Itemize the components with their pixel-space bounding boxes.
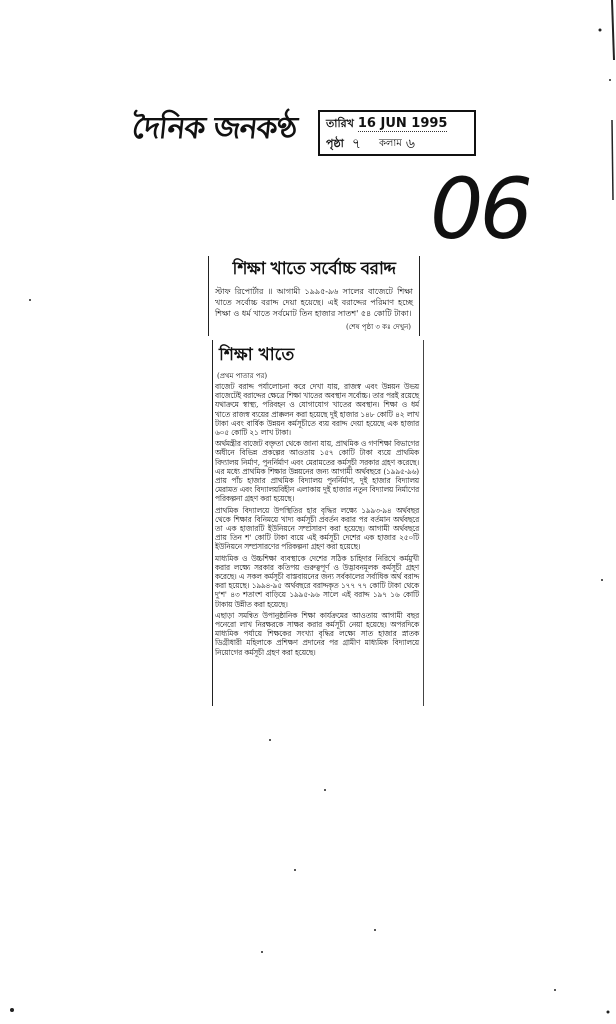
column-value: ৬ bbox=[405, 136, 415, 152]
paragraph: এছাড়া সমন্বিত উপানুষ্ঠানিক শিক্ষা কার্যক্রমের আওতায় আগামী বছর পনেরো লাখ নিরক্ষরকে সাক্ষর করার কর্মসূচী নেয়া হয়েছে। অপরদিকে মাধ্যমিক পর্যায়ে শিক্ষকের সংখ্যা বৃদ্ধির লক্ষ্যে সাত হাজার স্নাতক ডিগ্রীধারী মহিলাকে প্রশিক্ষণ প্রদানের পর গ্রামীণ মাধ্যমিক বিদ্যালয়ে নিয়োগের কর্মসূচী গ্রহণ করা হয়েছে। bbox=[215, 610, 419, 657]
paragraph: অর্থমন্ত্রীর বাজেট বক্তৃতা থেকে জানা যায়, প্রাথমিক ও গণশিক্ষা বিভাগের অধীনে বিভিন্ন প্রকল্পের আওতায় ১৫৭ কোটি টাকা ব্যয়ে প্রাথমিক বিদ্যালয় নির্মাণ, পুনর্নির্মাণ এবং মেরামতের কর্মসূচী সরকার গ্রহণ করেছে। এর মধ্যে প্রাথমিক শিক্ষার উন্নয়নের জন্য আগামী অর্থবছরে (১৯৯৫-৯৬) প্রায় পাঁচ হাজার প্রাথমিক বিদ্যালয় পুনর্নির্মাণ, দুই হাজার বিদ্যালয় মেরামত এবং বিদ্যালয়বিহীন এলাকায় দুই হাজার নতুন বিদ্যালয় নির্মাণের পরিকল্পনা গ্রহণ করা হয়েছে। bbox=[215, 439, 419, 504]
article-headline: শিক্ষা খাতে সর্বোচ্চ বরাদ্দ bbox=[232, 259, 396, 279]
continued-from-note: (প্রথম পাতার পর) bbox=[217, 372, 268, 380]
page-label: পৃষ্ঠা bbox=[326, 136, 344, 150]
page-value: ৭ bbox=[351, 136, 361, 152]
archive-date-stamp bbox=[318, 110, 476, 156]
archive-number: 06 bbox=[430, 160, 529, 258]
paragraph: প্রাথমিক বিদ্যালয়ে উপস্থিতির হার বৃদ্ধির লক্ষ্যে ১৯৯৩-৯৪ অর্থবছর থেকে শিক্ষার বিনিময়ে খাদ্য কর্মসূচী প্রবর্তন করার পর বর্তমান অর্থবছরে তা এক হাজারটি ইউনিয়নে সম্প্রসারণ করা হয়েছে। আগামী অর্থবছরে প্রায় তিন শ' কোটি টাকা ব্যয়ে এই কর্মসূচী দেশের এক হাজার ২৫০টি ইউনিয়নে সম্প্রসারণের পরিকল্পনা গ্রহণ করা হয়েছে। bbox=[215, 505, 419, 552]
continuation-note: (শেষ পৃষ্ঠা ৩ কঃ দেখুন) bbox=[345, 323, 411, 331]
paragraph: বাজেট বরাদ্দ পর্যালোচনা করে দেখা যায়, রাজস্ব এবং উন্নয়ন উভয় বাজেটেই বরাদ্দের ক্ষেত্রে শিক্ষা খাতের অবস্থান সর্বোচ্চ। তার পরই রয়েছে যথাক্রমে স্বাস্থ্য, পরিবহন ও যোগাযোগ খাতের অবস্থান। শিক্ষা ও ধর্ম খাতে রাজস্ব ব্যয়ের প্রাক্কলন করা হয়েছে দুই হাজার ১৪৮ কোটি ৪২ লাখ টাকা এবং বার্ষিক উন্নয়ন কর্মসূচীতে ব্যয় বরাদ্দ দেয়া হয়েছে এক হাজার ৬০৫ কোটি ২১ লাখ টাকা। bbox=[215, 382, 419, 438]
continued-article-body bbox=[213, 382, 423, 657]
front-page-clipping bbox=[208, 256, 420, 336]
column-label: কলাম bbox=[378, 137, 402, 149]
date-value: 16 JUN 1995 bbox=[357, 116, 448, 131]
front-article-body: স্টাফ রিপোর্টার ॥ আগামী ১৯৯৫-৯৬ সালের বাজেটে শিক্ষা খাতে সর্বোচ্চ বরাদ্দ দেয়া হয়েছে। এই বরাদ্দের পরিমাণ হচ্ছে শিক্ষা ও ধর্ম খাতে সর্বমোট তিন হাজার সাতশ' ৫৪ কোটি টাকা। bbox=[215, 287, 413, 318]
paragraph: মাধ্যমিক ও উচ্চশিক্ষা ব্যবস্থাকে দেশের সঠিক চাহিদার নিরিখে কর্মমুখী করার লক্ষ্যে সরকার কতিপয় গুরুত্বপূর্ণ ও উদ্ভাবনমূলক কর্মসূচী গ্রহণ করেছে। এ সকল কর্মসূচী বাস্তবায়নের জন্য সর্বকালের সর্বাধিক অর্থ বরাদ্দ করা হয়েছে। ১৯৯৪-৯৫ অর্থবছরে বরাদ্দকৃত ১৭৭ ৭৭ কোটি টাকা থেকে দু'শ' ৪৩ শতাংশ বাড়িয়ে ১৯৯৫-৯৬ সালে এই বরাদ্দ ১৯৭ ১৬ কোটি টাকায় উন্নীত করা হয়েছে। bbox=[215, 553, 419, 609]
continued-kicker: শিক্ষা খাতে bbox=[219, 345, 295, 365]
date-label: তারিখ bbox=[326, 116, 354, 130]
continued-clipping bbox=[212, 340, 424, 706]
newspaper-masthead: দৈনিক জনকণ্ঠ bbox=[130, 111, 299, 146]
